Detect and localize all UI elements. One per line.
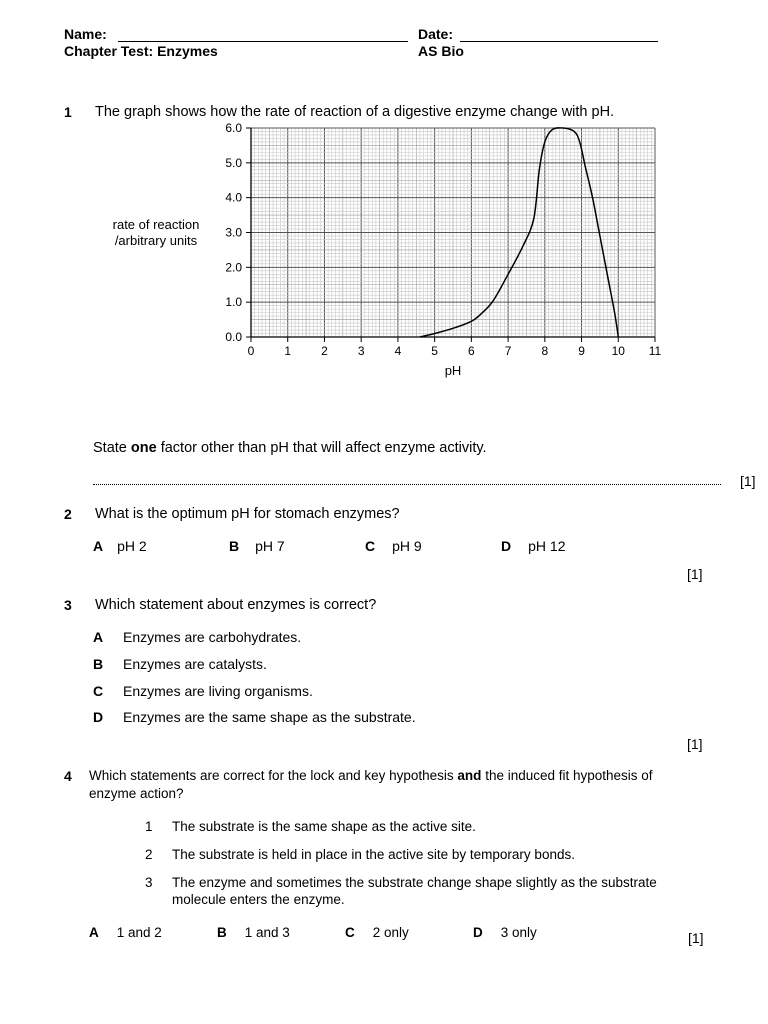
y-tick-label: 1.0 xyxy=(225,295,242,310)
x-tick-label: 4 xyxy=(394,344,402,358)
q1-text: The graph shows how the rate of reaction of a digestive enzyme change with pH. xyxy=(95,104,615,120)
q4-statement-1: 1 The substrate is the same shape as the active site. xyxy=(145,819,476,834)
q2-option-b[interactable]: B pH 7 xyxy=(229,538,285,554)
y-tick-label: 0.0 xyxy=(225,330,242,344)
q4-statement-3: 3 The enzyme and sometimes the substrate change shape slightly as the substrate xyxy=(145,875,657,890)
q2-option-c[interactable]: C pH 9 xyxy=(365,538,422,554)
q2-mark: [1] xyxy=(687,566,703,582)
q4-text: Which statements are correct for the lock and key hypothesis and the induced fit hypothesis of xyxy=(89,768,653,783)
q1-prompt: State one factor other than pH that will affect enzyme activity. xyxy=(93,440,487,456)
q3-option-c[interactable]: C Enzymes are living organisms. xyxy=(93,683,313,699)
q4-option-c[interactable]: C 2 only xyxy=(345,925,409,940)
chart-ylabel-line2: /arbitrary units xyxy=(114,233,198,248)
x-tick-label: 3 xyxy=(357,344,365,358)
q4-number: 4 xyxy=(64,768,72,784)
y-tick-label: 3.0 xyxy=(225,225,242,240)
q3-option-d[interactable]: D Enzymes are the same shape as the substrate. xyxy=(93,709,416,725)
q3-number: 3 xyxy=(64,597,72,613)
q2-text: What is the optimum pH for stomach enzymes? xyxy=(95,506,400,522)
q3-text: Which statement about enzymes is correct? xyxy=(95,597,377,613)
x-tick-label: 11 xyxy=(648,344,662,358)
q1-number: 1 xyxy=(64,104,72,120)
x-tick-label: 0 xyxy=(247,344,255,358)
enzyme-ph-chart xyxy=(0,118,768,378)
y-tick-label: 2.0 xyxy=(225,260,242,275)
q3-option-a[interactable]: A Enzymes are carbohydrates. xyxy=(93,629,302,645)
x-tick-label: 1 xyxy=(284,344,292,358)
q1-answer-line[interactable] xyxy=(93,484,721,485)
x-tick-label: 10 xyxy=(611,344,625,358)
y-tick-label: 6.0 xyxy=(225,121,242,135)
q4-option-a[interactable]: A 1 and 2 xyxy=(89,925,162,940)
chart-grid xyxy=(251,128,655,337)
test-title: Chapter Test: Enzymes xyxy=(64,43,218,59)
x-tick-label: 8 xyxy=(541,344,549,358)
q4-mark: [1] xyxy=(688,930,704,946)
name-label: Name: xyxy=(64,26,107,42)
q3-mark: [1] xyxy=(687,736,703,752)
q1-mark: [1] xyxy=(740,473,756,489)
q4-option-b[interactable]: B 1 and 3 xyxy=(217,925,290,940)
y-tick-label: 4.0 xyxy=(225,190,242,205)
x-tick-label: 9 xyxy=(578,344,585,358)
x-tick-label: 7 xyxy=(504,344,512,358)
name-field-line[interactable] xyxy=(118,41,408,42)
q2-option-a[interactable]: A pH 2 xyxy=(93,538,147,554)
date-field-line[interactable] xyxy=(460,41,658,42)
date-label: Date: xyxy=(418,26,454,42)
x-tick-label: 5 xyxy=(431,344,438,358)
q4-option-d[interactable]: D 3 only xyxy=(473,925,537,940)
chart-xlabel: pH xyxy=(444,363,462,378)
x-tick-label: 2 xyxy=(321,344,328,358)
x-tick-label: 6 xyxy=(468,344,475,358)
y-tick-label: 5.0 xyxy=(225,155,242,170)
q4-statement-2: 2 The substrate is held in place in the active site by temporary bonds. xyxy=(145,847,575,862)
q2-number: 2 xyxy=(64,506,72,522)
q4-statement-3-line2: molecule enters the enzyme. xyxy=(172,892,345,907)
chart-ylabel-line1: rate of reaction xyxy=(112,217,200,232)
course-label: AS Bio xyxy=(418,43,464,59)
q2-option-d[interactable]: D pH 12 xyxy=(501,538,566,554)
q3-option-b[interactable]: B Enzymes are catalysts. xyxy=(93,656,267,672)
q4-text-line2: enzyme action? xyxy=(89,786,184,801)
